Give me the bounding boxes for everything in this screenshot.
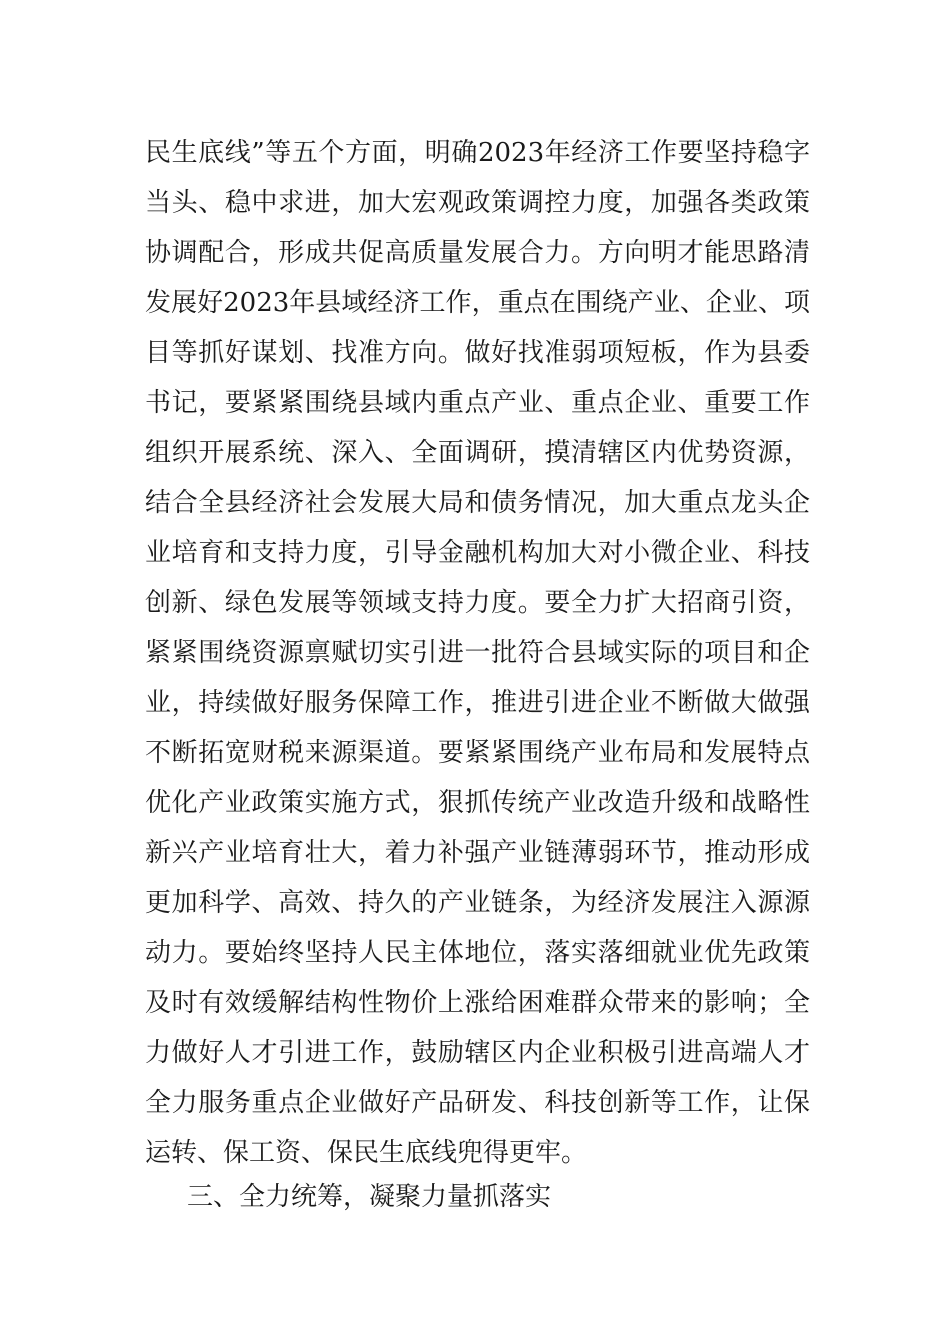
paragraph-line: 紧紧围绕资源禀赋切实引进一批符合县域实际的项目和企 xyxy=(145,638,810,668)
paragraph-line: 协调配合，形成共促高质量发展合力。方向明才能思路清 xyxy=(145,238,810,268)
paragraph-line: 运转、保工资、保民生底线兜得更牢。 xyxy=(145,1138,588,1168)
paragraph-line: 书记，要紧紧围绕县域内重点产业、重点企业、重要工作 xyxy=(145,388,810,418)
paragraph-line: 力做好人才引进工作，鼓励辖区内企业积极引进高端人才 xyxy=(145,1038,810,1068)
paragraph-line: 发展好2023年县域经济工作，重点在围绕产业、企业、项 xyxy=(145,288,810,318)
paragraph-line: 优化产业政策实施方式，狠抓传统产业改造升级和战略性 xyxy=(145,788,810,818)
paragraph-line: 动力。要始终坚持人民主体地位，落实落细就业优先政策 xyxy=(145,938,810,968)
paragraph-line: 更加科学、高效、持久的产业链条，为经济发展注入源源 xyxy=(145,888,810,918)
paragraph-line: 业，持续做好服务保障工作，推进引进企业不断做大做强 xyxy=(145,688,810,718)
section-heading: 三、全力统筹，凝聚力量抓落实 xyxy=(187,1182,552,1212)
paragraph-line: 创新、绿色发展等领域支持力度。要全力扩大招商引资， xyxy=(145,588,810,618)
paragraph-line: 组织开展系统、深入、全面调研，摸清辖区内优势资源， xyxy=(145,438,810,468)
paragraph-line: 结合全县经济社会发展大局和债务情况，加大重点龙头企 xyxy=(145,488,810,518)
body-paragraph xyxy=(145,128,810,1178)
paragraph-line: 业培育和支持力度，引导金融机构加大对小微企业、科技 xyxy=(145,538,810,568)
paragraph-line: 新兴产业培育壮大，着力补强产业链薄弱环节，推动形成 xyxy=(145,838,810,868)
paragraph-line: 全力服务重点企业做好产品研发、科技创新等工作，让保 xyxy=(145,1088,810,1118)
paragraph-line: 不断拓宽财税来源渠道。要紧紧围绕产业布局和发展特点 xyxy=(145,738,810,768)
paragraph-line: 当头、稳中求进，加大宏观政策调控力度，加强各类政策 xyxy=(145,188,810,218)
paragraph-line: 民生底线”等五个方面，明确2023年经济工作要坚持稳字 xyxy=(145,138,810,168)
paragraph-line: 及时有效缓解结构性物价上涨给困难群众带来的影响；全 xyxy=(145,988,810,1018)
paragraph-line: 目等抓好谋划、找准方向。做好找准弱项短板，作为县委 xyxy=(145,338,810,368)
